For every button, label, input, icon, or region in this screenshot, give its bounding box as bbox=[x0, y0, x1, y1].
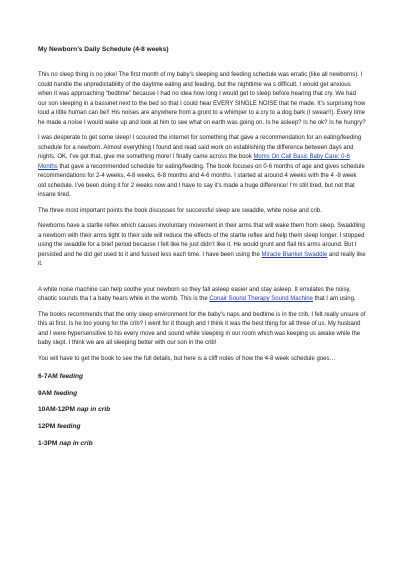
schedule-time: 12PM bbox=[38, 423, 56, 431]
paragraph-white-noise-text-after: that I am using. bbox=[312, 296, 356, 302]
paragraph-swaddle-text-after: and really like it. bbox=[38, 251, 366, 267]
schedule-activity: feeding bbox=[57, 423, 81, 431]
schedule-activity: nap in crib bbox=[59, 439, 93, 447]
paragraph-book bbox=[38, 134, 366, 201]
schedule-activity: feeding bbox=[59, 373, 84, 380]
schedule-item bbox=[38, 405, 366, 414]
paragraph-key-points: The three most important points the book discusses for successful sleep are swaddle, white noise and crib. bbox=[38, 207, 322, 214]
schedule-item bbox=[38, 439, 366, 448]
schedule-item bbox=[38, 389, 366, 398]
paragraph-intro: This no sleep thing is no joke! The first month of my baby’s sleeping and feeding schedule was erratic (like all newborns). I could handle the unpredictability of the daytime eating and feeding, but the nighttime wa s difficult. I would get anxious when it was approaching “bedtime” because I had no idea how long I would get to sleep before hearing that cry. We had our son sleeping in a bassinet next to the bed so that I could hear EVERY SINGLE NOISE that he made. It’s surprising how loud a little human can be!! His noises are anywhere from a grunt to a whimper to a cry to a dog bark (I swear!!). Every time he made a noise I would wake up and look at him to see what on earth was going on. Is he asleep? Is he ok? Is he hungry? bbox=[38, 72, 366, 126]
schedule-activity: feeding bbox=[53, 389, 78, 397]
paragraph-swaddle bbox=[38, 222, 366, 270]
sound-machine-link[interactable]: Conair Sound Therapy Sound Machine bbox=[209, 296, 313, 302]
document-page bbox=[38, 45, 366, 455]
schedule-time: 10AM-12PM bbox=[38, 406, 76, 414]
paragraph-book-text-before: I was desperate to get some sleep! I scoured the internet for something that gave a recommendation for an eating/feeding schedule for a newborn. Almost everything I found and read said work on establishing the difference between days and nights. OK, I’ve got that, give me something more! I finally came across the book bbox=[38, 135, 362, 160]
schedule-list bbox=[38, 372, 366, 448]
paragraph-swaddle-text-before: Newborns have a startle reflex which causes involuntary movement in their arms that will wake them from sleep. Swaddling a newborn with their arms tight to their side will reduce the effects of the startle reflex and help them sleep longer. I stopped using the swaddle for a brief period because I felt like he just didn’t like it. He would grunt and flail his arms around. But I persisted and he did get used to it and fussed less each time. I have been using the bbox=[38, 223, 365, 258]
schedule-activity: nap in crib bbox=[76, 406, 111, 414]
paragraph-crib: The books recommends that the only sleep environment for the baby’s naps and bedtime is in the crib. I felt really unsure of this at first. Is he too young for the crib? I went for it though and I think it was the best thing for all three of us. My husband and I were hypersensitive to his every move and sound while sleeping in our room which was keeping us awake while the baby slept. I think we are all sleeping better with our son in the crib! bbox=[38, 311, 366, 346]
paragraph-schedule-intro: You will have to get the book to see the full details, but here is a cliff notes of how the 4-8 week schedule goes… bbox=[38, 355, 336, 362]
schedule-time: 1-3PM bbox=[38, 439, 58, 447]
paragraph-white-noise bbox=[38, 286, 366, 305]
schedule-item bbox=[38, 372, 366, 381]
document-title: My Newborn’s Daily Schedule (4-8 weeks) bbox=[38, 46, 169, 53]
schedule-time: 6-7AM bbox=[38, 373, 58, 380]
swaddle-link[interactable]: Miracle Blanket Swaddle bbox=[261, 251, 328, 258]
schedule-item bbox=[38, 422, 366, 431]
paragraph-white-noise-text-before: A white noise machine can help soothe your newborn so they fall asleep easier and stay asleep. It emulates the noisy, chaotic sounds tha t a baby hears while in the womb. This is the bbox=[38, 286, 351, 302]
spacer bbox=[38, 276, 366, 286]
book-link[interactable]: Moms On Call Basic Baby Care: 0-6 Months bbox=[38, 154, 350, 170]
paragraph-book-text-after: that gave a recommended schedule for eating/feeding. The book focuses on 0-6 months of age and gives schedule recommendations for 2-4 weeks, 4-8 weeks, 6-8 months and 4-6 months. I started at around 4 weeks with the 4 -8 week old schedule. I’ve been doing it for 2 weeks now and I have to say it’s made a huge difference! I’m still tired, but not that insane tired. bbox=[38, 163, 365, 198]
schedule-time: 9AM bbox=[38, 389, 52, 397]
